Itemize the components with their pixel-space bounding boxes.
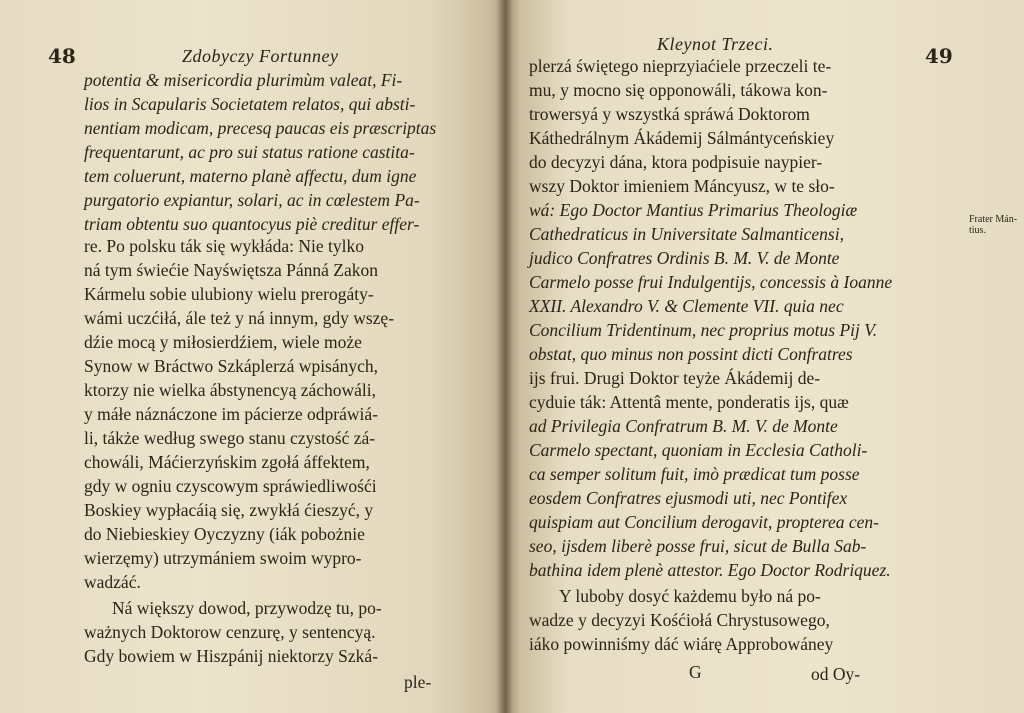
text-line: do decyzyi dána, ktora podpisuie naypier-	[529, 152, 823, 172]
text-line: Carmelo posse frui Indulgentijs, concessis à Ioanne	[529, 272, 893, 292]
text-line: gdy w ogniu czyscowym spráwiedliwośći	[84, 476, 377, 496]
running-head: Zdobyczy Fortunney	[182, 46, 339, 66]
text-line: obstat, quo minus non possint dicti Confratres	[529, 344, 853, 364]
text-line: frequentarunt, ac pro sui status ratione castita-	[84, 142, 415, 162]
text-line: dźie mocą y miłosierdźiem, wiele może	[84, 332, 362, 352]
text-line: judico Confratres Ordinis B. M. V. de Monte	[529, 248, 840, 268]
text-line: XXII. Alexandro V. & Clemente VII. quia nec	[529, 296, 844, 316]
text-line: ktorzy nie wielka ábstynencyą záchowáli,	[84, 380, 377, 400]
text-line: mu, y mocno się opponowáli, tákowa kon-	[529, 80, 828, 100]
text-line: tem coluerunt, materno planè affectu, dum igne	[84, 166, 417, 186]
text-line: seo, ijsdem liberè posse frui, sicut de Bulla Sab-	[529, 536, 867, 556]
page-number: 48	[48, 44, 76, 68]
text-line: Boskiey wypłacáią się, zwykłá ćieszyć, y	[84, 500, 374, 520]
text-line: cyduie ták: Attentâ mente, ponderatis ijs, quæ	[529, 392, 849, 412]
text-line: wámi uczćiłá, ále też y ná innym, gdy wszę-	[84, 308, 395, 328]
text-line: triam obtentu suo quantocyus piè creditur effer-	[84, 214, 420, 234]
text-line: ważnych Doktorow cenzurę, y sentencyą.	[84, 622, 376, 642]
text-line: trowersyá y wszystká spráwá Doktorom	[529, 104, 810, 124]
text-line: Carmelo spectant, quoniam in Ecclesia Catholi-	[529, 440, 868, 460]
text-line: re. Po polsku ták się wykłáda: Nie tylko	[84, 236, 364, 256]
text-line: ca semper solitum fuit, imò prædicat tum posse	[529, 464, 860, 484]
text-line: nentiam modicam, precesq paucas eis præscriptas	[84, 118, 437, 138]
left-page	[0, 0, 505, 713]
text-line: Synow w Bráctwo Szkáplerzá wpisánych,	[84, 356, 379, 376]
text-line: wszy Doktor imieniem Máncyusz, w te sło-	[529, 176, 835, 196]
text-line: Y luboby dosyć każdemu było ná po-	[559, 586, 821, 606]
catchword: od Oy-	[811, 664, 861, 684]
text-line: Cathedraticus in Universitate Salmanticensi,	[529, 224, 844, 244]
text-line: lios in Scapularis Societatem relatos, qui absti-	[84, 94, 416, 114]
margin-note: Frater Mán-tius.	[969, 214, 1018, 236]
text-line: ná tym świećie Nayświętsza Pánná Zakon	[84, 260, 379, 280]
catchword: ple-	[404, 672, 432, 692]
text-line: Gdy bowiem w Hiszpánij niektorzy Szká-	[84, 646, 379, 666]
text-line: iáko powinniśmy dáć wiárę Approbowáney	[529, 634, 834, 654]
text-line: bathina idem plenè attestor. Ego Doctor Rodriquez.	[529, 560, 891, 580]
right-page	[505, 0, 1024, 713]
text-line: Concilium Tridentinum, nec proprius motus Pij V.	[529, 320, 878, 340]
page-number: 49	[925, 44, 953, 68]
text-line: chowáli, Máćierzyńskim zgołá áffektem,	[84, 452, 370, 472]
text-line: ijs frui. Drugi Doktor teyże Ákádemij de-	[529, 368, 821, 388]
text-line: plerzá świętego nieprzyiaćiele przeczeli te-	[529, 56, 832, 76]
book-gutter	[497, 0, 513, 713]
text-line: eosdem Confratres ejusmodi uti, nec Pontifex	[529, 488, 848, 508]
text-line: li, tákże według swego stanu czystość zá-	[84, 428, 376, 448]
text-line: wadze y decyzyi Kośćiołá Chrystusowego,	[529, 610, 830, 630]
text-line: wadzáć.	[84, 572, 141, 592]
text-line: wá: Ego Doctor Mantius Primarius Theologiæ	[529, 200, 858, 220]
signature-mark: G	[689, 662, 702, 682]
text-line: Kármelu sobie ulubiony wielu prerogáty-	[84, 284, 374, 304]
text-line: y máłe náznáczone im pácierze odpráwiá-	[84, 404, 378, 424]
text-line: purgatorio expiantur, solari, ac in cœlestem Pa-	[84, 190, 420, 210]
text-line: do Niebieskiey Oyczyzny (iák pobożnie	[84, 524, 365, 544]
text-line: ad Privilegia Confratrum B. M. V. de Monte	[529, 416, 838, 436]
text-line: wierzęmy) utrzymániem swoim wypro-	[84, 548, 362, 568]
text-line: quispiam aut Concilium derogavit, propterea cen-	[529, 512, 879, 532]
text-line: Káthedrálnym Ákádemij Sálmántyceńskiey	[529, 128, 835, 148]
text-line: Ná większy dowod, przywodzę tu, po-	[112, 598, 382, 618]
running-head: Kleynot Trzeci.	[657, 34, 774, 54]
text-line: potentia & misericordia plurimùm valeat, Fi-	[84, 70, 403, 90]
